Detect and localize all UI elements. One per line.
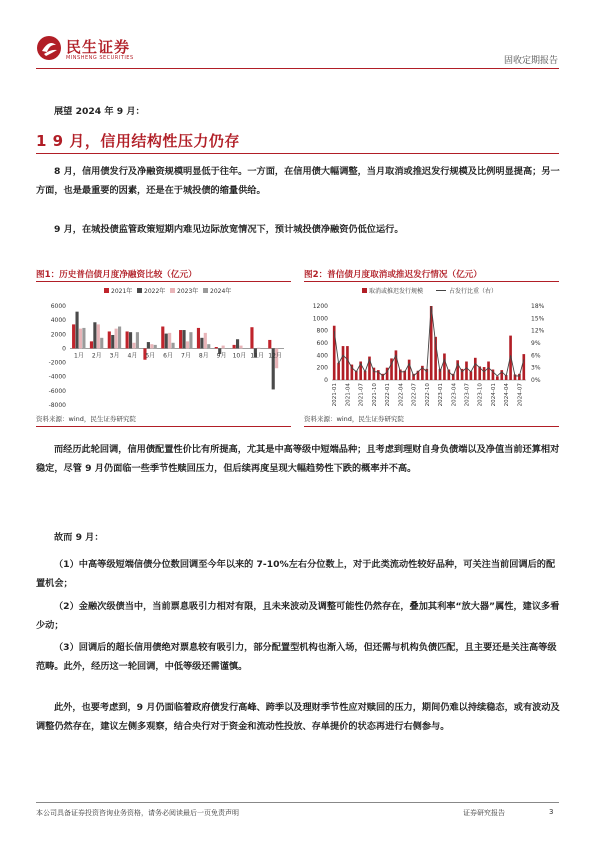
legend-swatch-2023年 — [170, 288, 175, 293]
legend-label-2022年: 2022年 — [144, 288, 166, 295]
bar-2021年-1月 — [72, 324, 75, 348]
paragraph-6: （2）金融次级债当中，当前票息吸引力相对有限，且未来波动及调整可能性仍然存在，叠加其利率“放大器”属性，建议多看少动； — [36, 601, 560, 631]
bar-2023-12 — [487, 362, 490, 381]
paragraph-3: 而经历此轮回调，信用债配置性价比有所提高，尤其是中高等级中短端品种；且考虑到理财自身负债端以及净值当前还算相对稳定，尽管 9 月仍面临一些季节性赎回压力，但后续再度呈现大幅趋势性下跌的概率并不高。 — [36, 444, 560, 474]
bar-2023年-2月 — [97, 324, 100, 348]
footer-divider — [36, 802, 559, 803]
bar-2022年-2月 — [93, 322, 96, 348]
bar-2023年-5月 — [150, 344, 153, 348]
bar-2021年-6月 — [161, 327, 164, 349]
bar-2024年-5月 — [154, 345, 157, 349]
x-tick-label: 3月 — [109, 352, 120, 360]
bar-2024年-2月 — [100, 338, 103, 349]
paragraph-5: （1）中高等级短端信债分位数回调至今年以来的 7-10%左右分位数上，对于此类流动性较好品种，可关注当前回调后的配置机会； — [36, 559, 556, 589]
x-tick-label: 2023-01 — [438, 383, 445, 407]
bar-2023年-6月 — [168, 333, 171, 349]
bar-2023年-3月 — [115, 329, 118, 349]
logo-text-en: MINSHENG SECURITIES — [66, 55, 134, 61]
legend-label-2021年: 2021年 — [111, 288, 133, 295]
y-tick-label: 0 — [62, 345, 66, 353]
x-tick-label: 12月 — [268, 352, 282, 360]
bar-2024年-1月 — [82, 328, 85, 349]
section-title: 1 9 月，信用结构性压力仍存 — [36, 132, 240, 150]
figure1-source-divider — [36, 426, 291, 427]
x-tick-label: 2024-01 — [490, 383, 497, 407]
bar-2021年-2月 — [90, 341, 93, 348]
bar-2023年-7月 — [186, 341, 189, 348]
x-tick-label: 10月 — [232, 352, 247, 360]
figure2-title-divider — [304, 281, 559, 282]
x-tick-label: 9月 — [216, 352, 227, 360]
report-type-label: 固收定期报告 — [503, 56, 558, 66]
bar-2021-03 — [342, 346, 345, 380]
x-tick-label: 2022-01 — [385, 383, 392, 407]
y-right-tick-label: 3% — [531, 364, 541, 372]
legend-label-bars: 取消或推迟发行规模 — [369, 288, 424, 295]
x-tick-label: 2月 — [91, 352, 102, 360]
y-left-tick-label: 0 — [324, 377, 328, 384]
bar-2021年-7月 — [179, 330, 182, 348]
y-left-tick-label: 1200 — [312, 303, 328, 310]
legend-swatch-2021年 — [104, 288, 109, 293]
header-divider — [36, 68, 559, 69]
bar-2023年-8月 — [204, 333, 207, 349]
bar-2024年-4月 — [136, 332, 139, 348]
minsheng-logo-icon — [36, 35, 62, 61]
figure1-title: 图1：历史普信债月度净融资比较（亿元） — [36, 270, 197, 280]
bar-2024年-8月 — [207, 344, 210, 348]
x-tick-label: 6月 — [163, 352, 173, 360]
y-right-tick-label: 0% — [531, 377, 541, 384]
footer-disclaimer: 本公司具备证券投资咨询业务资格，请务必阅读最后一页免责声明 — [36, 809, 239, 817]
y-tick-label: 6000 — [50, 303, 66, 310]
bar-2022年-1月 — [75, 312, 78, 349]
y-right-tick-label: 9% — [531, 340, 541, 347]
x-tick-label: 2024-04 — [504, 383, 511, 407]
legend-label-line: 占发行比重（右） — [449, 288, 498, 295]
bar-2022年-3月 — [111, 335, 114, 348]
bar-2021年-9月 — [215, 347, 218, 348]
y-right-tick-label: 15% — [531, 315, 545, 323]
bar-2024-08 — [522, 354, 525, 380]
bar-2024年-6月 — [172, 343, 175, 349]
paragraph-2: 9 月，在城投债监管政策短期内难见边际放宽情况下，预计城投债净融资仍低位运行。 — [54, 224, 404, 235]
y-tick-label: 2000 — [50, 331, 66, 339]
outlook-label: 展望 2024 年 9 月： — [54, 106, 145, 117]
legend-swatch-2024年 — [203, 288, 208, 293]
bar-2023-07 — [465, 362, 468, 381]
bar-2021-04 — [346, 346, 349, 380]
legend-label-2024年: 2024年 — [210, 288, 232, 295]
x-tick-label: 2022-07 — [411, 383, 418, 407]
x-tick-label: 2022-10 — [424, 383, 431, 407]
paragraph-4: 故而 9 月： — [54, 532, 104, 543]
x-tick-label: 5月 — [145, 352, 156, 360]
figure1-chart — [36, 284, 291, 412]
figure2-title: 图2：普信债月度取消或推迟发行情况（亿元） — [304, 270, 482, 280]
x-tick-label: 2021-01 — [332, 383, 339, 407]
bar-2022年-4月 — [129, 332, 132, 348]
bar-2021年-10月 — [233, 345, 236, 349]
x-tick-label: 2024-07 — [517, 383, 524, 407]
paragraph-8: 此外，也要考虑到，9 月仍面临着政府债发行高峰、跨季以及理财季节性应对赎回的压力，期间仍难以持续稳态，或有波动及调整仍然存在，建议左侧多观察，结合央行对于资金和流动性投放、存单提价的状态再进行右侧参与。 — [36, 702, 560, 732]
bar-2021年-12月 — [268, 340, 271, 348]
legend-swatch-bars — [362, 288, 367, 293]
y-tick-label: -8000 — [48, 402, 66, 409]
figure2-chart — [304, 284, 559, 412]
y-right-tick-label: 18% — [531, 303, 545, 310]
bar-2024-02 — [496, 376, 499, 380]
x-tick-label: 2021-04 — [345, 383, 352, 407]
x-tick-label: 2021-07 — [358, 383, 365, 407]
logo-text-cn: 民生证券 — [66, 38, 131, 56]
x-tick-label: 7月 — [181, 352, 191, 360]
page-header — [0, 0, 595, 70]
bar-2021年-11月 — [250, 327, 253, 348]
paragraph-7: （3）回调后的超长信用债绝对票息较有吸引力，部分配置型机构也渐入场，但还需与机构负债匹配，且主要还是关注高等级范畴。此外，经历这一轮回调，中低等级还需谨慎。 — [36, 642, 557, 672]
x-tick-label: 2023-07 — [464, 383, 471, 407]
bar-2022年-8月 — [200, 338, 203, 349]
figure1-source: 资料来源：wind，民生证券研究院 — [36, 415, 136, 423]
bar-2021年-8月 — [197, 328, 200, 349]
bar-2024年-3月 — [118, 327, 121, 349]
y-right-tick-label: 12% — [531, 327, 545, 335]
figure2-source-divider — [304, 426, 559, 427]
figure2-source: 资料来源：wind，民生证券研究院 — [304, 415, 404, 423]
y-tick-label: -2000 — [48, 359, 66, 367]
x-tick-label: 8月 — [198, 352, 209, 360]
bar-2023-11 — [483, 367, 486, 380]
bar-2023年-11月 — [257, 348, 260, 349]
x-tick-label: 11月 — [250, 352, 265, 360]
bar-2023年-1月 — [79, 329, 82, 349]
bar-2022年-5月 — [147, 342, 150, 348]
x-tick-label: 2023-04 — [451, 383, 458, 407]
bar-2023-09 — [474, 358, 477, 380]
y-left-tick-label: 800 — [316, 327, 328, 335]
legend-swatch-2022年 — [137, 288, 142, 293]
bar-2021-02 — [337, 363, 340, 380]
y-tick-label: -6000 — [48, 387, 66, 395]
page-number: 3 — [549, 808, 554, 816]
bar-2023年-4月 — [132, 343, 135, 349]
footer-label: 证券研究报告 — [463, 809, 505, 817]
y-left-tick-label: 600 — [316, 340, 328, 347]
bar-2022年-7月 — [182, 330, 185, 348]
y-right-tick-label: 6% — [531, 352, 541, 360]
x-tick-label: 2022-04 — [398, 383, 405, 407]
x-tick-label: 2023-10 — [477, 383, 484, 407]
figure1-title-divider — [36, 281, 291, 282]
y-left-tick-label: 1000 — [312, 315, 328, 323]
bar-2023-08 — [470, 371, 473, 380]
x-tick-label: 1月 — [74, 352, 84, 360]
paragraph-1: 8 月，信用债发行及净融资规模明显低于往年。一方面，在信用债大幅调整，当月取消或推迟发行规模及比例明显提高；另一方面，也是最重要的因素，还是在于城投债的缩量供给。 — [36, 166, 560, 196]
bar-2021年-4月 — [126, 331, 129, 348]
bar-2023-02 — [443, 353, 446, 380]
bar-2023年-10月 — [239, 346, 242, 349]
bar-2023年-9月 — [222, 346, 225, 349]
y-tick-label: 4000 — [50, 317, 66, 325]
y-left-tick-label: 400 — [316, 352, 328, 360]
bar-2022年-10月 — [236, 339, 239, 348]
line-share-of-issuance — [334, 306, 524, 376]
y-left-tick-label: 200 — [316, 364, 328, 372]
x-tick-label: 2021-10 — [371, 383, 378, 407]
legend-label-2023年: 2023年 — [177, 288, 199, 295]
section-title-divider — [36, 153, 559, 154]
bar-2022年-6月 — [165, 334, 168, 349]
x-tick-label: 4月 — [127, 352, 138, 360]
bar-2022-06 — [408, 360, 411, 380]
y-tick-label: -4000 — [48, 373, 66, 381]
bar-2024年-7月 — [189, 332, 192, 348]
bar-2021年-3月 — [108, 331, 111, 348]
